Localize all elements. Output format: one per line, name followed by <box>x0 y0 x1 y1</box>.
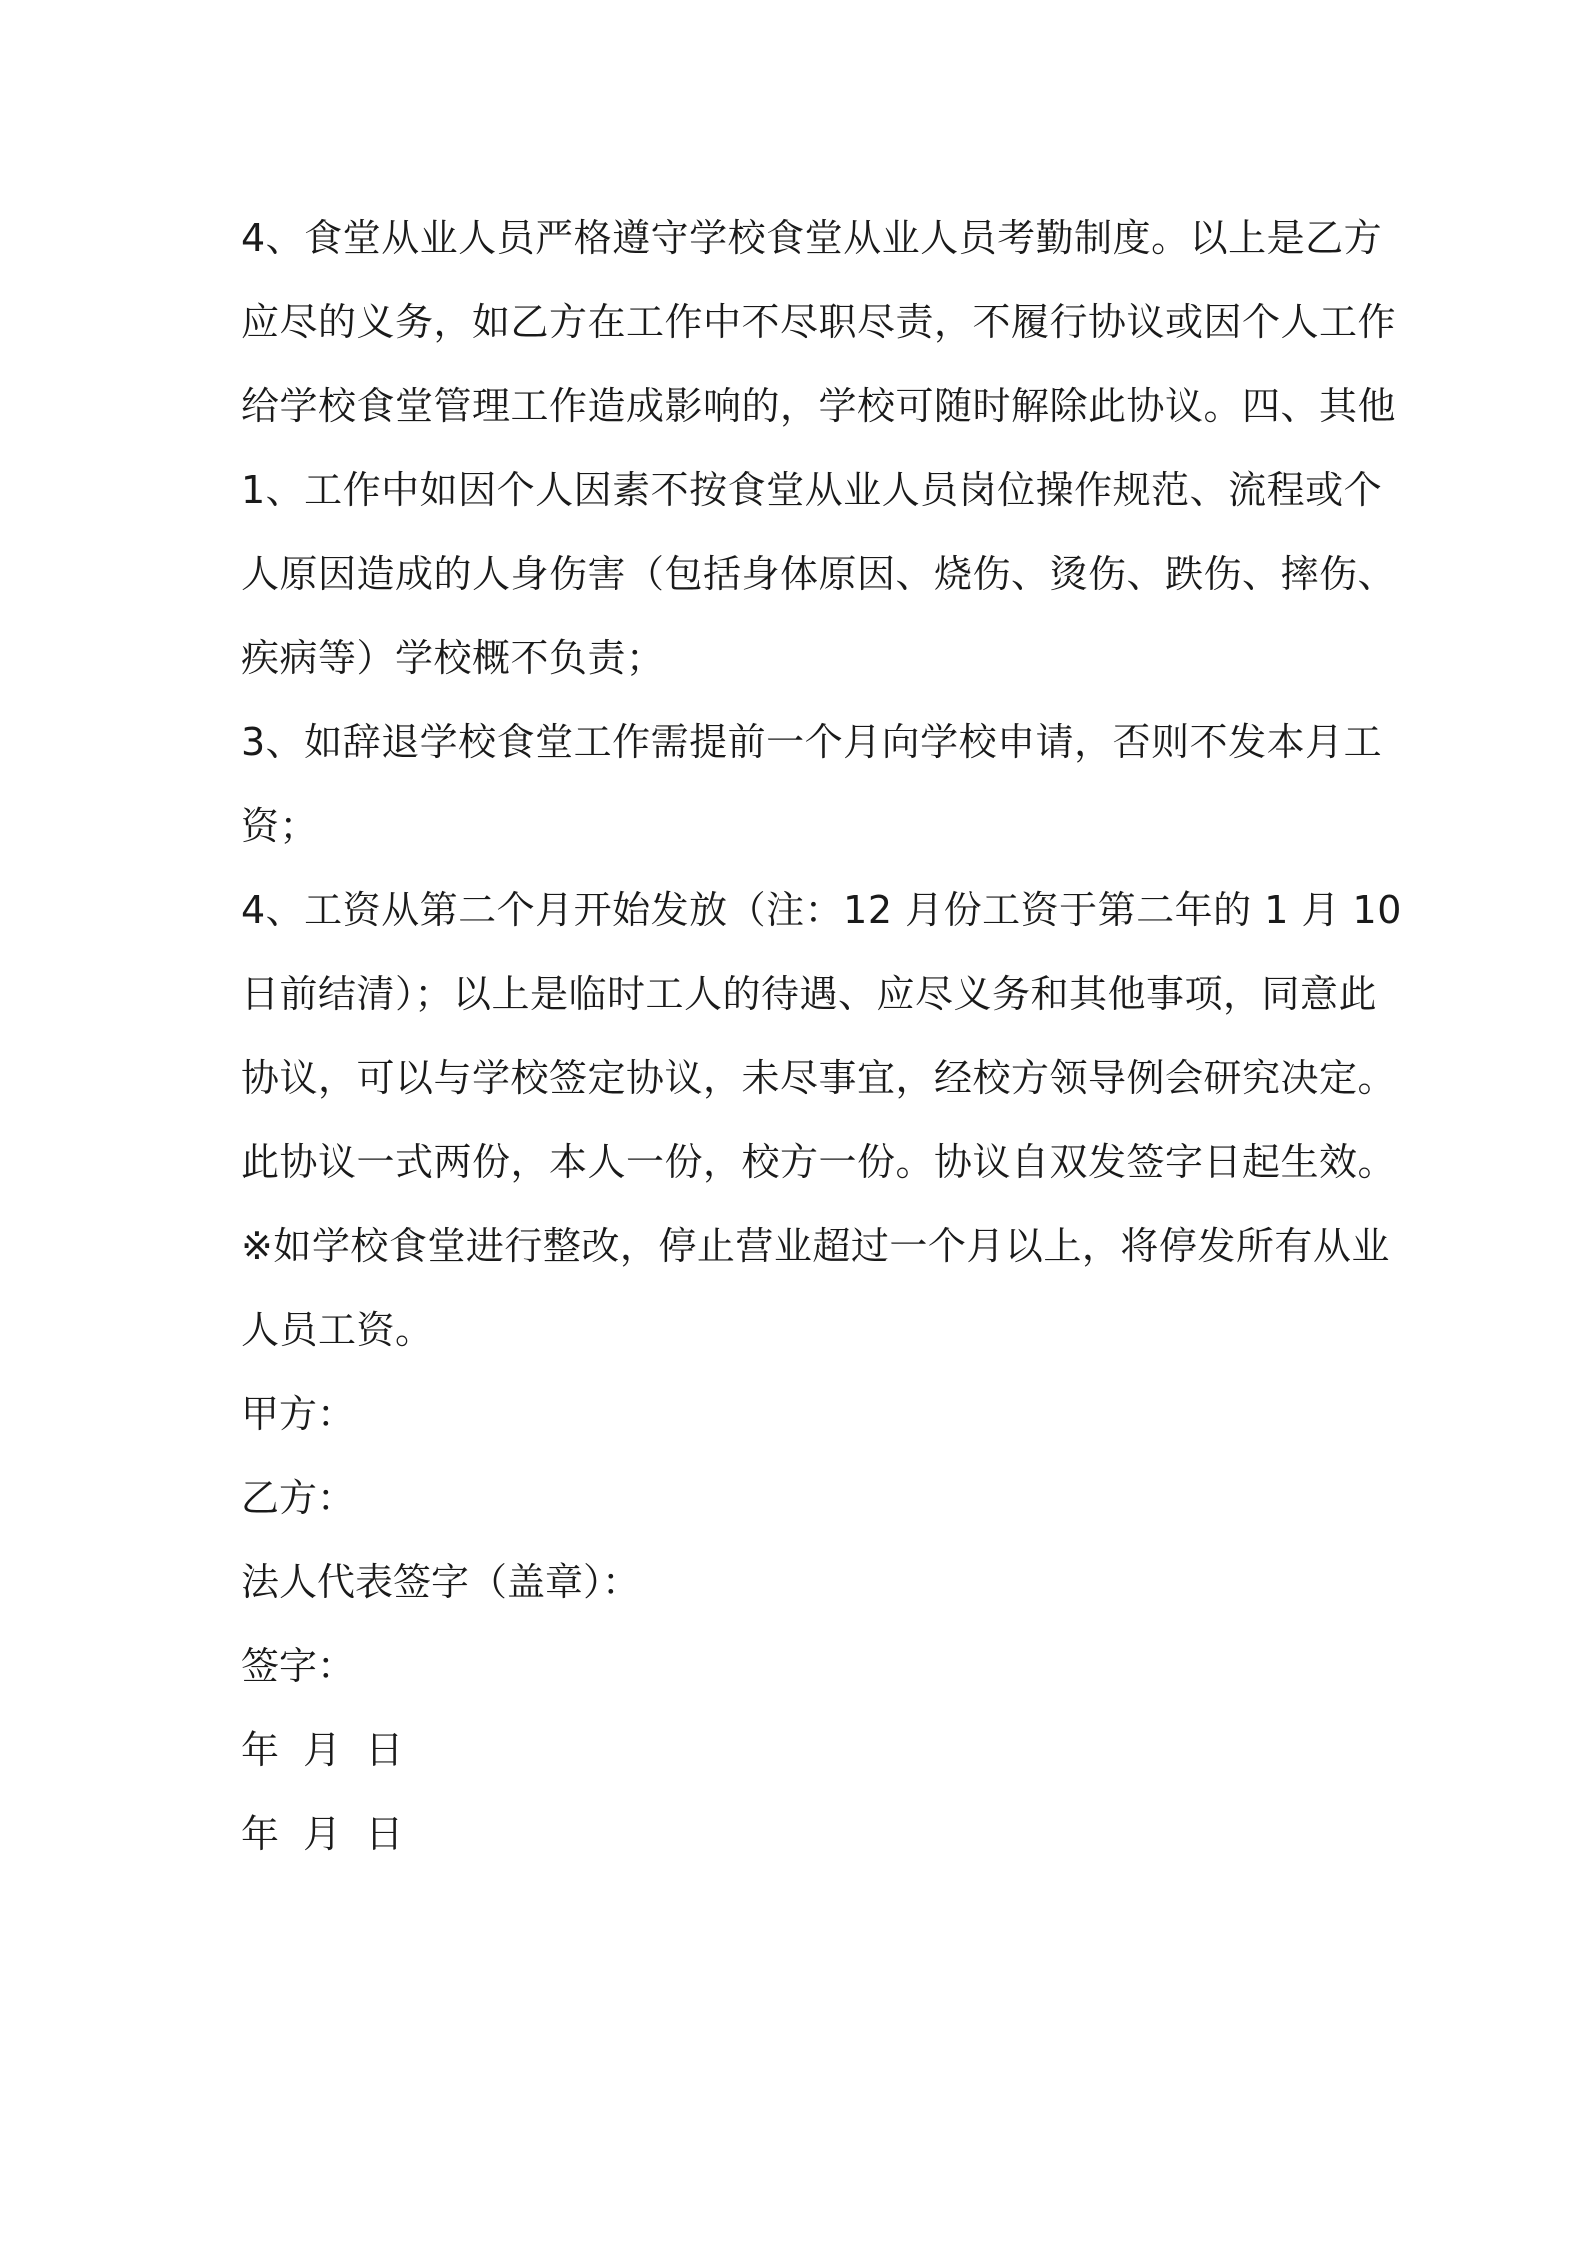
signature-block <box>241 1372 1361 1876</box>
signature-label: 签字： <box>241 1644 356 1688</box>
body-line-11: 协议，可以与学校签定协议，未尽事宜，经校方领导例会研究决定。 <box>241 1056 1397 1100</box>
body-line-4: 1、工作中如因个人因素不按食堂从业人员岗位操作规范、流程或个 <box>241 468 1383 512</box>
body-line-13: ※如学校食堂进行整改，停止营业超过一个月以上，将停发所有从业 <box>241 1224 1390 1268</box>
document-body <box>241 196 1402 1372</box>
body-line-9: 4、工资从第二个月开始发放（注：12 月份工资于第二年的 1 月 10 <box>241 888 1402 932</box>
date-line-1: 年 月 日 <box>241 1728 404 1772</box>
party-b-label: 乙方： <box>241 1476 356 1520</box>
legal-rep-signature-label: 法人代表签字（盖章）： <box>241 1560 641 1604</box>
document-page <box>241 196 1402 1876</box>
body-line-1: 4、食堂从业人员严格遵守学校食堂从业人员考勤制度。以上是乙方 <box>241 216 1383 260</box>
body-line-7: 3、如辞退学校食堂工作需提前一个月向学校申请，否则不发本月工 <box>241 720 1383 764</box>
body-line-3: 给学校食堂管理工作造成影响的，学校可随时解除此协议。四、其他 <box>241 384 1397 428</box>
date-line-2: 年 月 日 <box>241 1812 404 1856</box>
body-line-8: 资； <box>241 804 319 848</box>
body-line-5: 人原因造成的人身伤害（包括身体原因、烧伤、烫伤、跌伤、摔伤、 <box>241 552 1397 596</box>
body-line-14: 人员工资。 <box>241 1308 434 1352</box>
body-line-12: 此协议一式两份，本人一份，校方一份。协议自双发签字日起生效。 <box>241 1140 1397 1184</box>
body-line-2: 应尽的义务，如乙方在工作中不尽职尽责，不履行协议或因个人工作 <box>241 300 1397 344</box>
body-line-6: 疾病等）学校概不负责； <box>241 636 665 680</box>
body-line-10: 日前结清）；以上是临时工人的待遇、应尽义务和其他事项，同意此 <box>241 972 1378 1016</box>
party-a-label: 甲方： <box>241 1392 356 1436</box>
